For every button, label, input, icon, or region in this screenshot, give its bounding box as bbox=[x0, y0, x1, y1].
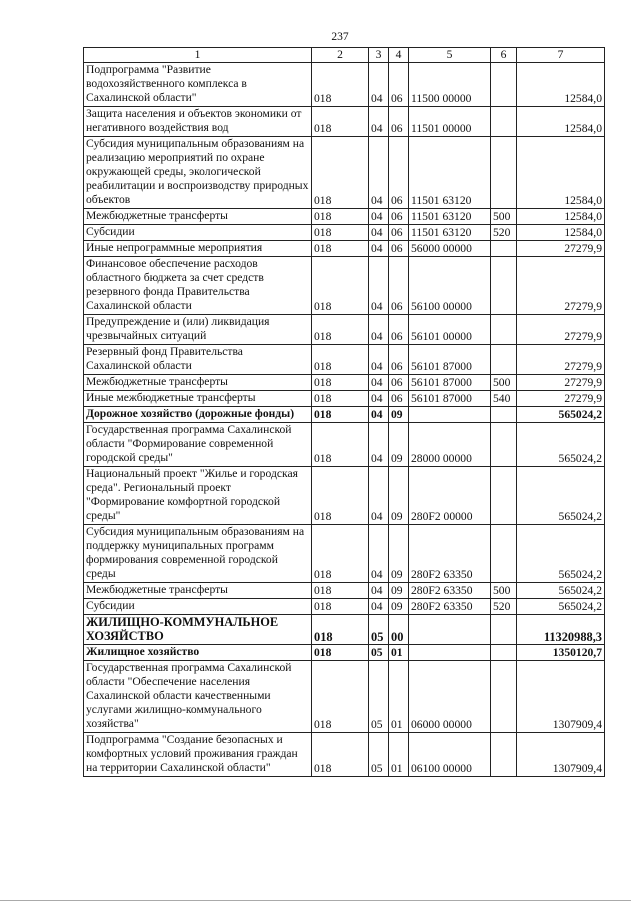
row-ved-code: 018 bbox=[312, 375, 369, 391]
page-number: 237 bbox=[331, 31, 349, 43]
header-col-6: 6 bbox=[491, 48, 517, 63]
row-section-code: 04 bbox=[369, 407, 389, 423]
row-ved-code: 018 bbox=[312, 391, 369, 407]
table-row bbox=[84, 661, 605, 733]
row-amount: 565024,2 bbox=[517, 423, 605, 467]
table-row bbox=[84, 345, 605, 375]
row-expense-type bbox=[491, 525, 517, 583]
table-row bbox=[84, 645, 605, 661]
row-name: Субсидии bbox=[84, 225, 312, 241]
row-section-code: 04 bbox=[369, 107, 389, 137]
row-name: Финансовое обеспечение расходов областного бюджета за счет средств резервного фонда Правительства Сахалинской области bbox=[84, 257, 312, 315]
table-row bbox=[84, 257, 605, 315]
row-ved-code: 018 bbox=[312, 257, 369, 315]
row-section-code: 04 bbox=[369, 583, 389, 599]
row-section-code: 05 bbox=[369, 733, 389, 777]
row-name: Субсидия муниципальным образованиям на реализацию мероприятий по охране окружающей среды, экологической реабилитации и воспроизводству природных объектов bbox=[84, 137, 312, 209]
row-expense-type bbox=[491, 615, 517, 645]
row-target-article: 06000 00000 bbox=[409, 661, 491, 733]
row-amount: 565024,2 bbox=[517, 525, 605, 583]
row-target-article: 11501 63120 bbox=[409, 225, 491, 241]
row-subsection-code: 09 bbox=[389, 467, 409, 525]
row-amount: 12584,0 bbox=[517, 209, 605, 225]
row-section-code: 04 bbox=[369, 63, 389, 107]
row-target-article bbox=[409, 615, 491, 645]
row-expense-type bbox=[491, 407, 517, 423]
row-name: Межбюджетные трансферты bbox=[84, 375, 312, 391]
row-name: Национальный проект "Жилье и городская среда". Региональный проект "Формирование комфортной городской среды" bbox=[84, 467, 312, 525]
row-amount: 565024,2 bbox=[517, 407, 605, 423]
row-section-code: 04 bbox=[369, 599, 389, 615]
row-name: Государственная программа Сахалинской области "Обеспечение населения Сахалинской области качественными услугами жилищно-коммунального хозяйства" bbox=[84, 661, 312, 733]
row-subsection-code: 06 bbox=[389, 107, 409, 137]
row-subsection-code: 06 bbox=[389, 345, 409, 375]
budget-table bbox=[83, 47, 605, 777]
row-name: Субсидия муниципальным образованиям на поддержку муниципальных программ формирования современной городской среды bbox=[84, 525, 312, 583]
row-expense-type bbox=[491, 257, 517, 315]
table-row bbox=[84, 407, 605, 423]
table-row bbox=[84, 375, 605, 391]
table-row bbox=[84, 423, 605, 467]
row-amount: 565024,2 bbox=[517, 599, 605, 615]
row-amount: 12584,0 bbox=[517, 107, 605, 137]
row-expense-type bbox=[491, 645, 517, 661]
row-section-code: 04 bbox=[369, 375, 389, 391]
row-name: Подпрограмма "Развитие водохозяйственного комплекса в Сахалинской области" bbox=[84, 63, 312, 107]
row-target-article: 280F2 63350 bbox=[409, 599, 491, 615]
row-name: Субсидии bbox=[84, 599, 312, 615]
row-subsection-code: 06 bbox=[389, 225, 409, 241]
row-ved-code: 018 bbox=[312, 241, 369, 257]
row-amount: 27279,9 bbox=[517, 391, 605, 407]
row-target-article: 56100 00000 bbox=[409, 257, 491, 315]
table-row bbox=[84, 391, 605, 407]
row-amount: 27279,9 bbox=[517, 241, 605, 257]
table-row bbox=[84, 615, 605, 645]
table-row bbox=[84, 225, 605, 241]
row-subsection-code: 06 bbox=[389, 241, 409, 257]
row-expense-type bbox=[491, 137, 517, 209]
header-col-7: 7 bbox=[517, 48, 605, 63]
row-amount: 11320988,3 bbox=[517, 615, 605, 645]
row-section-code: 04 bbox=[369, 391, 389, 407]
row-name: Иные межбюджетные трансферты bbox=[84, 391, 312, 407]
row-expense-type bbox=[491, 733, 517, 777]
row-target-article: 280F2 63350 bbox=[409, 583, 491, 599]
row-subsection-code: 09 bbox=[389, 423, 409, 467]
row-target-article bbox=[409, 645, 491, 661]
row-target-article: 11501 63120 bbox=[409, 209, 491, 225]
row-amount: 27279,9 bbox=[517, 257, 605, 315]
table-row bbox=[84, 315, 605, 345]
row-expense-type: 500 bbox=[491, 209, 517, 225]
row-subsection-code: 09 bbox=[389, 599, 409, 615]
row-ved-code: 018 bbox=[312, 615, 369, 645]
row-subsection-code: 06 bbox=[389, 315, 409, 345]
row-target-article bbox=[409, 407, 491, 423]
row-name: ЖИЛИЩНО-КОММУНАЛЬНОЕ ХОЗЯЙСТВО bbox=[84, 615, 312, 645]
row-amount: 1307909,4 bbox=[517, 661, 605, 733]
row-target-article: 280F2 63350 bbox=[409, 525, 491, 583]
row-name: Дорожное хозяйство (дорожные фонды) bbox=[84, 407, 312, 423]
header-col-3: 3 bbox=[369, 48, 389, 63]
row-ved-code: 018 bbox=[312, 661, 369, 733]
row-target-article: 11501 63120 bbox=[409, 137, 491, 209]
row-ved-code: 018 bbox=[312, 467, 369, 525]
row-ved-code: 018 bbox=[312, 209, 369, 225]
header-col-5: 5 bbox=[409, 48, 491, 63]
row-expense-type bbox=[491, 345, 517, 375]
row-subsection-code: 06 bbox=[389, 209, 409, 225]
table-row bbox=[84, 599, 605, 615]
row-target-article: 56101 87000 bbox=[409, 375, 491, 391]
row-name: Государственная программа Сахалинской области "Формирование современной городской среды" bbox=[84, 423, 312, 467]
row-section-code: 05 bbox=[369, 661, 389, 733]
row-section-code: 04 bbox=[369, 315, 389, 345]
row-target-article: 06100 00000 bbox=[409, 733, 491, 777]
row-target-article: 56101 87000 bbox=[409, 391, 491, 407]
row-subsection-code: 06 bbox=[389, 137, 409, 209]
row-section-code: 04 bbox=[369, 209, 389, 225]
row-subsection-code: 06 bbox=[389, 257, 409, 315]
table-row bbox=[84, 583, 605, 599]
row-ved-code: 018 bbox=[312, 315, 369, 345]
row-amount: 1307909,4 bbox=[517, 733, 605, 777]
row-expense-type: 500 bbox=[491, 583, 517, 599]
row-amount: 565024,2 bbox=[517, 583, 605, 599]
row-expense-type: 520 bbox=[491, 599, 517, 615]
row-amount: 27279,9 bbox=[517, 375, 605, 391]
row-subsection-code: 01 bbox=[389, 661, 409, 733]
row-amount: 12584,0 bbox=[517, 137, 605, 209]
row-section-code: 04 bbox=[369, 137, 389, 209]
row-expense-type: 540 bbox=[491, 391, 517, 407]
table-row bbox=[84, 137, 605, 209]
row-ved-code: 018 bbox=[312, 63, 369, 107]
row-name: Межбюджетные трансферты bbox=[84, 209, 312, 225]
header-col-1: 1 bbox=[84, 48, 312, 63]
page-bottom-edge bbox=[0, 900, 631, 901]
row-section-code: 04 bbox=[369, 241, 389, 257]
row-ved-code: 018 bbox=[312, 733, 369, 777]
row-subsection-code: 06 bbox=[389, 375, 409, 391]
row-expense-type bbox=[491, 315, 517, 345]
row-section-code: 05 bbox=[369, 615, 389, 645]
row-ved-code: 018 bbox=[312, 525, 369, 583]
table-row bbox=[84, 107, 605, 137]
row-ved-code: 018 bbox=[312, 345, 369, 375]
row-expense-type bbox=[491, 661, 517, 733]
row-amount: 27279,9 bbox=[517, 345, 605, 375]
header-col-2: 2 bbox=[312, 48, 369, 63]
row-subsection-code: 01 bbox=[389, 645, 409, 661]
row-amount: 565024,2 bbox=[517, 467, 605, 525]
row-name: Предупреждение и (или) ликвидация чрезвычайных ситуаций bbox=[84, 315, 312, 345]
row-ved-code: 018 bbox=[312, 225, 369, 241]
row-subsection-code: 00 bbox=[389, 615, 409, 645]
table-row bbox=[84, 63, 605, 107]
row-expense-type: 500 bbox=[491, 375, 517, 391]
row-ved-code: 018 bbox=[312, 599, 369, 615]
row-subsection-code: 06 bbox=[389, 63, 409, 107]
row-expense-type bbox=[491, 423, 517, 467]
row-name: Подпрограмма "Создание безопасных и комфортных условий проживания граждан на территории Сахалинской области" bbox=[84, 733, 312, 777]
row-subsection-code: 09 bbox=[389, 407, 409, 423]
row-name: Межбюджетные трансферты bbox=[84, 583, 312, 599]
row-subsection-code: 01 bbox=[389, 733, 409, 777]
row-subsection-code: 06 bbox=[389, 391, 409, 407]
row-section-code: 05 bbox=[369, 645, 389, 661]
table-row bbox=[84, 209, 605, 225]
row-target-article: 11501 00000 bbox=[409, 107, 491, 137]
table-row bbox=[84, 467, 605, 525]
row-target-article: 56101 87000 bbox=[409, 345, 491, 375]
row-section-code: 04 bbox=[369, 345, 389, 375]
row-ved-code: 018 bbox=[312, 583, 369, 599]
row-amount: 1350120,7 bbox=[517, 645, 605, 661]
table-row bbox=[84, 733, 605, 777]
row-name: Резервный фонд Правительства Сахалинской области bbox=[84, 345, 312, 375]
row-amount: 27279,9 bbox=[517, 315, 605, 345]
row-subsection-code: 09 bbox=[389, 583, 409, 599]
row-ved-code: 018 bbox=[312, 645, 369, 661]
row-section-code: 04 bbox=[369, 423, 389, 467]
row-ved-code: 018 bbox=[312, 107, 369, 137]
row-amount: 12584,0 bbox=[517, 225, 605, 241]
table-row bbox=[84, 525, 605, 583]
row-target-article: 56101 00000 bbox=[409, 315, 491, 345]
row-expense-type bbox=[491, 467, 517, 525]
row-expense-type bbox=[491, 63, 517, 107]
row-ved-code: 018 bbox=[312, 423, 369, 467]
row-section-code: 04 bbox=[369, 225, 389, 241]
row-name: Иные непрограммные мероприятия bbox=[84, 241, 312, 257]
row-target-article: 11500 00000 bbox=[409, 63, 491, 107]
row-target-article: 28000 00000 bbox=[409, 423, 491, 467]
table-row bbox=[84, 241, 605, 257]
row-ved-code: 018 bbox=[312, 407, 369, 423]
row-name: Защита населения и объектов экономики от негативного воздействия вод bbox=[84, 107, 312, 137]
row-ved-code: 018 bbox=[312, 137, 369, 209]
header-col-4: 4 bbox=[389, 48, 409, 63]
row-section-code: 04 bbox=[369, 257, 389, 315]
row-amount: 12584,0 bbox=[517, 63, 605, 107]
row-target-article: 56000 00000 bbox=[409, 241, 491, 257]
row-expense-type bbox=[491, 107, 517, 137]
row-subsection-code: 09 bbox=[389, 525, 409, 583]
row-expense-type bbox=[491, 241, 517, 257]
row-expense-type: 520 bbox=[491, 225, 517, 241]
row-section-code: 04 bbox=[369, 525, 389, 583]
row-target-article: 280F2 00000 bbox=[409, 467, 491, 525]
table-header-row bbox=[84, 48, 605, 63]
row-section-code: 04 bbox=[369, 467, 389, 525]
row-name: Жилищное хозяйство bbox=[84, 645, 312, 661]
